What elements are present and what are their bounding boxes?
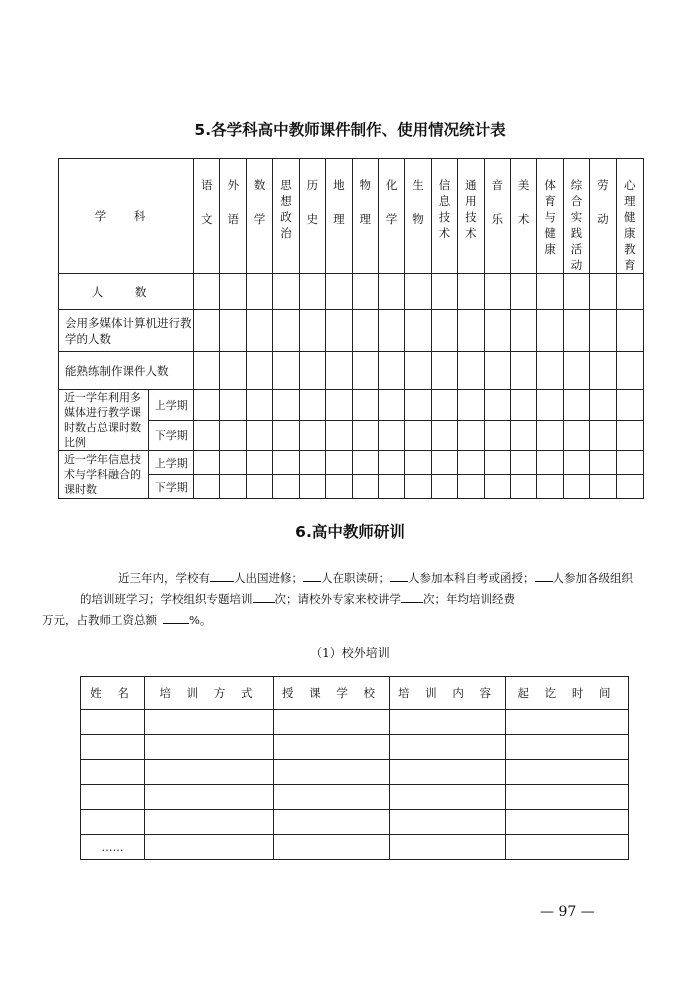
spacer bbox=[227, 193, 239, 211]
integration-s1-cell[interactable] bbox=[352, 451, 378, 475]
training-cell[interactable] bbox=[390, 760, 506, 785]
training-cell[interactable] bbox=[506, 810, 629, 835]
subject-header-cell bbox=[326, 159, 352, 274]
ratio-s1-cell[interactable] bbox=[405, 390, 431, 421]
subject-header-cell bbox=[431, 159, 457, 274]
subject-name: 术 bbox=[517, 212, 530, 226]
ratio-s2-cell[interactable] bbox=[220, 420, 246, 451]
training-cell[interactable] bbox=[81, 785, 145, 810]
ratio-s1-cell[interactable] bbox=[616, 390, 643, 421]
subject-name: 生 bbox=[412, 178, 424, 192]
courseware-cell[interactable] bbox=[220, 352, 246, 390]
integration-s2-cell[interactable] bbox=[537, 475, 563, 499]
training-cell[interactable] bbox=[145, 710, 274, 735]
integration-s1-cell[interactable] bbox=[405, 451, 431, 475]
multimedia-cell[interactable] bbox=[563, 310, 589, 352]
semester-label: 下学期 bbox=[149, 420, 194, 451]
ratio-s2-cell[interactable] bbox=[405, 420, 431, 451]
count-cell[interactable] bbox=[510, 274, 536, 310]
row-integration-semester1 bbox=[59, 451, 644, 475]
para-text: %。 bbox=[189, 613, 212, 627]
column-header: 姓 名 bbox=[81, 677, 145, 710]
integration-s1-cell[interactable] bbox=[326, 451, 352, 475]
ratio-s2-cell[interactable] bbox=[563, 420, 589, 451]
multimedia-cell[interactable] bbox=[405, 310, 431, 352]
integration-s1-cell[interactable] bbox=[220, 451, 246, 475]
page-number: — 97 — bbox=[540, 904, 595, 920]
multimedia-cell[interactable] bbox=[537, 310, 563, 352]
blank-salary-percent[interactable] bbox=[163, 611, 189, 624]
integration-s2-cell[interactable] bbox=[352, 475, 378, 499]
training-row bbox=[81, 785, 629, 810]
training-cell[interactable] bbox=[145, 785, 274, 810]
subject-header-cell bbox=[405, 159, 431, 274]
subject-name: 劳 bbox=[597, 178, 609, 192]
spacer bbox=[518, 193, 530, 211]
courseware-cell[interactable] bbox=[616, 352, 643, 390]
subject-name: 美 bbox=[517, 178, 530, 192]
courseware-cell[interactable] bbox=[273, 352, 299, 390]
training-cell[interactable] bbox=[390, 810, 506, 835]
training-cell[interactable] bbox=[390, 735, 506, 760]
count-cell[interactable] bbox=[616, 274, 643, 310]
subject-header-cell bbox=[220, 159, 246, 274]
section5-title: 5.各学科高中教师课件制作、使用情况统计表 bbox=[194, 121, 506, 139]
count-cell[interactable] bbox=[352, 274, 378, 310]
subject-name: 物 bbox=[359, 178, 371, 192]
training-cell[interactable] bbox=[390, 835, 506, 860]
integration-s1-cell[interactable] bbox=[378, 451, 404, 475]
training-cell[interactable] bbox=[274, 785, 390, 810]
subject-header-cell bbox=[273, 159, 299, 274]
integration-s2-cell[interactable] bbox=[246, 475, 272, 499]
row-courseware bbox=[59, 352, 644, 390]
multimedia-cell[interactable] bbox=[510, 310, 536, 352]
multimedia-cell[interactable] bbox=[246, 310, 272, 352]
integration-s1-cell[interactable] bbox=[590, 451, 616, 475]
count-cell[interactable] bbox=[484, 274, 510, 310]
blank-expert-lectures[interactable] bbox=[401, 590, 423, 603]
count-cell[interactable] bbox=[220, 274, 246, 310]
training-cell[interactable] bbox=[506, 835, 629, 860]
count-cell[interactable] bbox=[405, 274, 431, 310]
integration-s2-cell[interactable] bbox=[273, 475, 299, 499]
multimedia-cell[interactable] bbox=[326, 310, 352, 352]
blank-training-class[interactable] bbox=[535, 569, 553, 582]
subject-header-cell bbox=[352, 159, 378, 274]
ratio-s1-cell[interactable] bbox=[431, 390, 457, 421]
subject-header-cell bbox=[616, 159, 643, 274]
courseware-cell[interactable] bbox=[299, 352, 325, 390]
ratio-s2-cell[interactable] bbox=[246, 420, 272, 451]
training-cell[interactable] bbox=[390, 785, 506, 810]
row-label: 近一学年信息技术与学科融合的课时数 bbox=[59, 451, 149, 499]
courseware-cell[interactable] bbox=[537, 352, 563, 390]
section6-title: 6.高中教师研训 bbox=[295, 523, 405, 541]
subject-name: 理 bbox=[333, 212, 345, 226]
ratio-s1-cell[interactable] bbox=[537, 390, 563, 421]
column-header: 培 训 内 容 bbox=[390, 677, 506, 710]
integration-s2-cell[interactable] bbox=[563, 475, 589, 499]
count-cell[interactable] bbox=[590, 274, 616, 310]
training-cell[interactable] bbox=[145, 810, 274, 835]
integration-s2-cell[interactable] bbox=[590, 475, 616, 499]
training-cell[interactable] bbox=[506, 760, 629, 785]
para-text: 万元，占教师工资总额 bbox=[42, 613, 157, 627]
ratio-s2-cell[interactable] bbox=[510, 420, 536, 451]
courseware-cell[interactable] bbox=[431, 352, 457, 390]
subject-header-label: 学 科 bbox=[59, 159, 194, 274]
subject-name: 历 bbox=[306, 178, 319, 192]
integration-s1-cell[interactable] bbox=[194, 451, 220, 475]
ratio-s1-cell[interactable] bbox=[246, 390, 272, 421]
multimedia-cell[interactable] bbox=[352, 310, 378, 352]
subject-name: 数 bbox=[253, 178, 266, 192]
integration-s2-cell[interactable] bbox=[431, 475, 457, 499]
ratio-s2-cell[interactable] bbox=[590, 420, 616, 451]
subject-header-cell bbox=[484, 159, 510, 274]
ratio-s1-cell[interactable] bbox=[563, 390, 589, 421]
ratio-s2-cell[interactable] bbox=[299, 420, 325, 451]
multimedia-cell[interactable] bbox=[616, 310, 643, 352]
subject-name: 通用技术 bbox=[465, 178, 477, 240]
count-cell[interactable] bbox=[537, 274, 563, 310]
courseware-cell[interactable] bbox=[510, 352, 536, 390]
integration-s1-cell[interactable] bbox=[246, 451, 272, 475]
integration-s2-cell[interactable] bbox=[220, 475, 246, 499]
ratio-s1-cell[interactable] bbox=[273, 390, 299, 421]
para-text: 人参加各级组织的培训班学习；学校组织专题培训 bbox=[80, 571, 633, 606]
count-cell[interactable] bbox=[431, 274, 457, 310]
ratio-s2-cell[interactable] bbox=[616, 420, 643, 451]
integration-s1-cell[interactable] bbox=[299, 451, 325, 475]
subject-name: 史 bbox=[306, 212, 319, 226]
subject-name: 综合实践活动 bbox=[570, 178, 583, 272]
blank-selfstudy[interactable] bbox=[390, 569, 408, 582]
subject-name: 体育与健康 bbox=[544, 178, 556, 256]
training-cell[interactable] bbox=[81, 710, 145, 735]
training-cell[interactable] bbox=[506, 710, 629, 735]
integration-s2-cell[interactable] bbox=[458, 475, 484, 499]
para-text: 人在职读研； bbox=[321, 571, 390, 585]
subject-name: 语 bbox=[227, 212, 239, 226]
subject-name: 外 bbox=[227, 178, 239, 192]
courseware-cell[interactable] bbox=[405, 352, 431, 390]
subject-name: 学 bbox=[385, 212, 398, 226]
count-cell[interactable] bbox=[458, 274, 484, 310]
blank-abroad[interactable] bbox=[210, 569, 234, 582]
count-cell[interactable] bbox=[563, 274, 589, 310]
training-cell[interactable] bbox=[81, 760, 145, 785]
row-label: 能熟练制作课件人数 bbox=[59, 352, 194, 390]
ratio-s2-cell[interactable] bbox=[431, 420, 457, 451]
training-row bbox=[81, 735, 629, 760]
multimedia-cell[interactable] bbox=[273, 310, 299, 352]
training-cell[interactable] bbox=[506, 735, 629, 760]
courseware-cell[interactable] bbox=[458, 352, 484, 390]
ratio-s1-cell[interactable] bbox=[590, 390, 616, 421]
multimedia-cell[interactable] bbox=[431, 310, 457, 352]
training-cell[interactable] bbox=[145, 760, 274, 785]
training-cell[interactable] bbox=[274, 835, 390, 860]
subject-name: 信息技术 bbox=[438, 178, 451, 240]
courseware-cell[interactable] bbox=[352, 352, 378, 390]
integration-s2-cell[interactable] bbox=[484, 475, 510, 499]
subject-name: 理 bbox=[359, 212, 371, 226]
courseware-cell[interactable] bbox=[246, 352, 272, 390]
row-count bbox=[59, 274, 644, 310]
integration-s1-cell[interactable] bbox=[431, 451, 457, 475]
subject-name: 地 bbox=[333, 178, 345, 192]
blank-postgrad[interactable] bbox=[303, 569, 321, 582]
integration-s2-cell[interactable] bbox=[326, 475, 352, 499]
spacer bbox=[386, 193, 398, 211]
spacer bbox=[359, 193, 371, 211]
para-text: 人参加本科自考或函授； bbox=[408, 571, 535, 585]
integration-s1-cell[interactable] bbox=[563, 451, 589, 475]
integration-s1-cell[interactable] bbox=[273, 451, 299, 475]
subject-name: 语 bbox=[201, 178, 213, 192]
multimedia-cell[interactable] bbox=[378, 310, 404, 352]
ratio-s2-cell[interactable] bbox=[537, 420, 563, 451]
multimedia-cell[interactable] bbox=[299, 310, 325, 352]
subject-name: 心理健康教育 bbox=[624, 178, 636, 272]
semester-label: 上学期 bbox=[149, 451, 194, 475]
subject-header-cell bbox=[194, 159, 220, 274]
row-multimedia bbox=[59, 310, 644, 352]
ratio-s1-cell[interactable] bbox=[299, 390, 325, 421]
training-cell[interactable] bbox=[506, 785, 629, 810]
spacer bbox=[306, 193, 318, 211]
row-ratio-semester1 bbox=[59, 390, 644, 421]
training-cell[interactable] bbox=[81, 810, 145, 835]
multimedia-cell[interactable] bbox=[220, 310, 246, 352]
courseware-stats-table bbox=[58, 158, 644, 499]
subject-header-cell bbox=[510, 159, 536, 274]
integration-s1-cell[interactable] bbox=[616, 451, 643, 475]
ratio-s2-cell[interactable] bbox=[484, 420, 510, 451]
ratio-s2-cell[interactable] bbox=[194, 420, 220, 451]
integration-s1-cell[interactable] bbox=[510, 451, 536, 475]
subject-header-cell bbox=[246, 159, 272, 274]
training-cell[interactable] bbox=[145, 735, 274, 760]
spacer bbox=[201, 193, 213, 211]
column-header: 培 训 方 式 bbox=[145, 677, 274, 710]
training-row bbox=[81, 835, 629, 860]
subject-name: 动 bbox=[597, 212, 609, 226]
subject-header-cell bbox=[458, 159, 484, 274]
courseware-cell[interactable] bbox=[326, 352, 352, 390]
training-cell[interactable] bbox=[274, 710, 390, 735]
integration-s2-cell[interactable] bbox=[299, 475, 325, 499]
multimedia-cell[interactable] bbox=[484, 310, 510, 352]
subject-name: 学 bbox=[253, 212, 266, 226]
multimedia-cell[interactable] bbox=[458, 310, 484, 352]
count-cell[interactable] bbox=[273, 274, 299, 310]
subject-name: 化 bbox=[385, 178, 398, 192]
spacer bbox=[254, 193, 266, 211]
spacer bbox=[333, 193, 345, 211]
subject-header-cell bbox=[537, 159, 563, 274]
semester-label: 下学期 bbox=[149, 475, 194, 499]
ratio-s1-cell[interactable] bbox=[484, 390, 510, 421]
training-cell[interactable] bbox=[390, 710, 506, 735]
training-cell[interactable] bbox=[274, 810, 390, 835]
para-text: 近三年内，学校有 bbox=[118, 571, 210, 585]
ellipsis: …… bbox=[81, 835, 145, 860]
count-cell[interactable] bbox=[378, 274, 404, 310]
ratio-s2-cell[interactable] bbox=[273, 420, 299, 451]
subject-header-cell bbox=[299, 159, 325, 274]
integration-s2-cell[interactable] bbox=[405, 475, 431, 499]
training-row bbox=[81, 760, 629, 785]
subject-name: 乐 bbox=[491, 212, 503, 226]
integration-s1-cell[interactable] bbox=[484, 451, 510, 475]
training-paragraph bbox=[42, 568, 640, 631]
para-text: 次；请校外专家来校讲学 bbox=[274, 592, 401, 606]
row-label: 近一学年利用多媒体进行教学课时数占总课时数比例 bbox=[59, 390, 149, 451]
spacer bbox=[412, 193, 424, 211]
semester-label: 上学期 bbox=[149, 390, 194, 421]
external-training-subtitle: （1）校外培训 bbox=[310, 646, 390, 660]
spacer bbox=[491, 193, 503, 211]
multimedia-cell[interactable] bbox=[590, 310, 616, 352]
subject-name: 物 bbox=[412, 212, 424, 226]
external-training-table bbox=[80, 676, 629, 860]
courseware-cell[interactable] bbox=[590, 352, 616, 390]
count-cell[interactable] bbox=[246, 274, 272, 310]
column-header: 起 讫 时 间 bbox=[506, 677, 629, 710]
courseware-cell[interactable] bbox=[194, 352, 220, 390]
count-cell[interactable] bbox=[299, 274, 325, 310]
ratio-s1-cell[interactable] bbox=[326, 390, 352, 421]
integration-s2-cell[interactable] bbox=[510, 475, 536, 499]
ratio-s1-cell[interactable] bbox=[458, 390, 484, 421]
spacer bbox=[597, 193, 609, 211]
subject-name: 文 bbox=[201, 212, 213, 226]
subject-header-cell bbox=[590, 159, 616, 274]
subject-header-cell bbox=[378, 159, 404, 274]
para-text: 人出国进修； bbox=[234, 571, 303, 585]
courseware-cell[interactable] bbox=[378, 352, 404, 390]
integration-s2-cell[interactable] bbox=[378, 475, 404, 499]
courseware-cell[interactable] bbox=[484, 352, 510, 390]
ratio-s1-cell[interactable] bbox=[194, 390, 220, 421]
integration-s1-cell[interactable] bbox=[537, 451, 563, 475]
ratio-s1-cell[interactable] bbox=[352, 390, 378, 421]
ratio-s1-cell[interactable] bbox=[378, 390, 404, 421]
row-label: 会用多媒体计算机进行教学的人数 bbox=[59, 310, 194, 352]
integration-s2-cell[interactable] bbox=[194, 475, 220, 499]
count-cell[interactable] bbox=[326, 274, 352, 310]
courseware-cell[interactable] bbox=[563, 352, 589, 390]
multimedia-cell[interactable] bbox=[194, 310, 220, 352]
row-label: 人 数 bbox=[59, 274, 194, 310]
ratio-s2-cell[interactable] bbox=[352, 420, 378, 451]
integration-s2-cell[interactable] bbox=[616, 475, 643, 499]
training-row bbox=[81, 710, 629, 735]
ratio-s2-cell[interactable] bbox=[326, 420, 352, 451]
training-row bbox=[81, 810, 629, 835]
training-cell[interactable] bbox=[274, 760, 390, 785]
count-cell[interactable] bbox=[194, 274, 220, 310]
training-cell[interactable] bbox=[145, 835, 274, 860]
ratio-s2-cell[interactable] bbox=[458, 420, 484, 451]
training-cell[interactable] bbox=[81, 735, 145, 760]
subject-name: 思想政治 bbox=[280, 178, 292, 240]
training-header-row bbox=[81, 677, 629, 710]
training-cell[interactable] bbox=[274, 735, 390, 760]
integration-s1-cell[interactable] bbox=[458, 451, 484, 475]
ratio-s2-cell[interactable] bbox=[378, 420, 404, 451]
column-header: 授 课 学 校 bbox=[274, 677, 390, 710]
ratio-s1-cell[interactable] bbox=[220, 390, 246, 421]
ratio-s1-cell[interactable] bbox=[510, 390, 536, 421]
subject-name: 音 bbox=[491, 178, 503, 192]
para-text: 次；年均培训经费 bbox=[423, 592, 515, 606]
subject-header-cell bbox=[563, 159, 589, 274]
blank-special-training[interactable] bbox=[253, 590, 275, 603]
header-row bbox=[59, 159, 644, 274]
